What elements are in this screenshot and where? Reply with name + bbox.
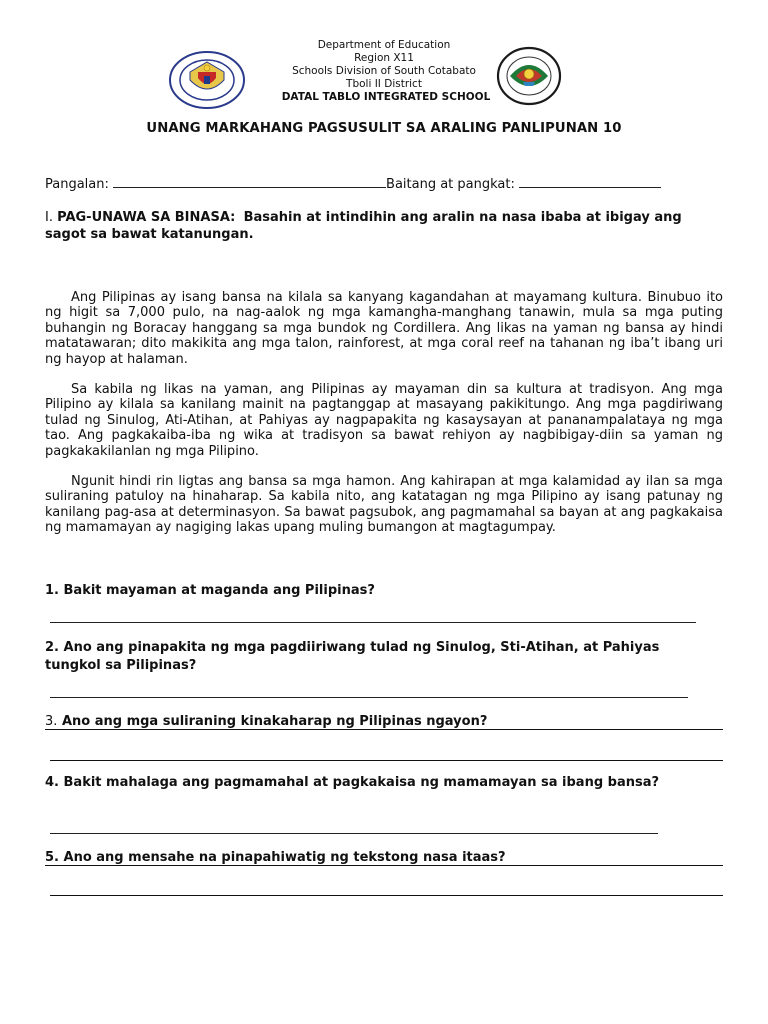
question-5: 5. Ano ang mensahe na pinapahiwatig ng tekstong nasa itaas? xyxy=(45,850,506,865)
header-district: Tboli II District xyxy=(346,78,422,90)
header-department: Department of Education xyxy=(317,39,451,51)
question-3-underline xyxy=(45,729,723,730)
grade-label: Baitang at pangkat: xyxy=(386,177,515,192)
exam-title: UNANG MARKAHANG PAGSUSULIT SA ARALING PANLIPUNAN 10 xyxy=(146,121,622,136)
answer-line-4[interactable] xyxy=(50,833,658,834)
question-5-underline xyxy=(45,865,723,866)
question-3-number: 3. xyxy=(45,714,58,729)
answer-line-1[interactable] xyxy=(50,622,696,623)
instruction-roman: I. xyxy=(45,210,53,225)
student-info-row xyxy=(45,175,661,192)
instruction xyxy=(45,209,723,243)
header-division: Schools Division of South Cotabato xyxy=(292,65,476,77)
answer-line-5[interactable] xyxy=(50,895,723,896)
grade-field[interactable] xyxy=(519,175,661,188)
question-2: 2. Ano ang pinapakita ng mga pagdiiriwang tulad ng Sinulog, Sti-Atihan, at Pahiyas tungkol sa Pilipinas? xyxy=(45,640,660,673)
question-4: 4. Bakit mahalaga ang pagmamahal at pagkakaisa ng mamamayan sa ibang bansa? xyxy=(45,775,660,790)
answer-line-2[interactable] xyxy=(50,697,688,698)
header-school: DATAL TABLO INTEGRATED SCHOOL xyxy=(281,91,491,103)
instruction-heading: PAG-UNAWA SA BINASA: xyxy=(57,210,236,225)
reading-paragraph-2: Sa kabila ng likas na yaman, ang Pilipinas ay mayaman din sa kultura at tradisyon. Ang mga Pilipino ay kilala sa kanilang mainit na pagtanggap at masayang pakikitungo. Ang mga pagdiriwang tulad ng Sinulog, Ati-Atihan, at Pahiyas ay nagpapakita ng kasaysayan at pananampalataya ng mga tao. Ang pagkakaiba-iba ng wika at tradisyon sa bawat rehiyon ay nagbibigay-diin sa yaman ng pagkakakilanlan ng mga Pilipino. xyxy=(45,382,723,459)
name-label: Pangalan: xyxy=(45,177,109,192)
instruction-text: Basahin at intindihin ang aralin na nasa ibaba at ibigay ang sagot sa bawat katanungan. xyxy=(45,210,682,242)
answer-line-3[interactable] xyxy=(50,760,723,761)
reading-paragraph-3: Ngunit hindi rin ligtas ang bansa sa mga hamon. Ang kahirapan at mga kalamidad ay ilan sa mga suliraning patuloy na hinaharap. Sa kabila nito, ang katatagan ng mga Pilipino ay isang patunay ng kanilang pag-asa at determinasyon. Sa bawat pagsubok, ang pagmamahal sa bayan at ang pagkakaisa ng mamamayan ay nagiging lakas upang muling bumangon at magtagumpay. xyxy=(45,474,723,536)
name-field[interactable] xyxy=(113,175,386,188)
header-region: Region X11 xyxy=(354,52,414,64)
question-3-text: Ano ang mga suliraning kinakaharap ng Pilipinas ngayon? xyxy=(61,714,488,729)
reading-paragraph-1: Ang Pilipinas ay isang bansa na kilala sa kanyang kagandahan at mayamang kultura. Binubuo ito ng higit sa 7,000 pulo, na nag-aalok ng mga kamangha-manghang tanawin, mula sa mga puting buhangin ng Boracay hanggang sa mga bundok ng Cordillera. Ang likas na yaman ng bansa ay hindi matatawaran; dito makikita ang mga talon, rainforest, at mga coral reef na tahanan ng iba’t ibang uri ng hayop at halaman. xyxy=(45,290,723,367)
question-1: 1. Bakit mayaman at maganda ang Pilipinas? xyxy=(45,583,375,598)
